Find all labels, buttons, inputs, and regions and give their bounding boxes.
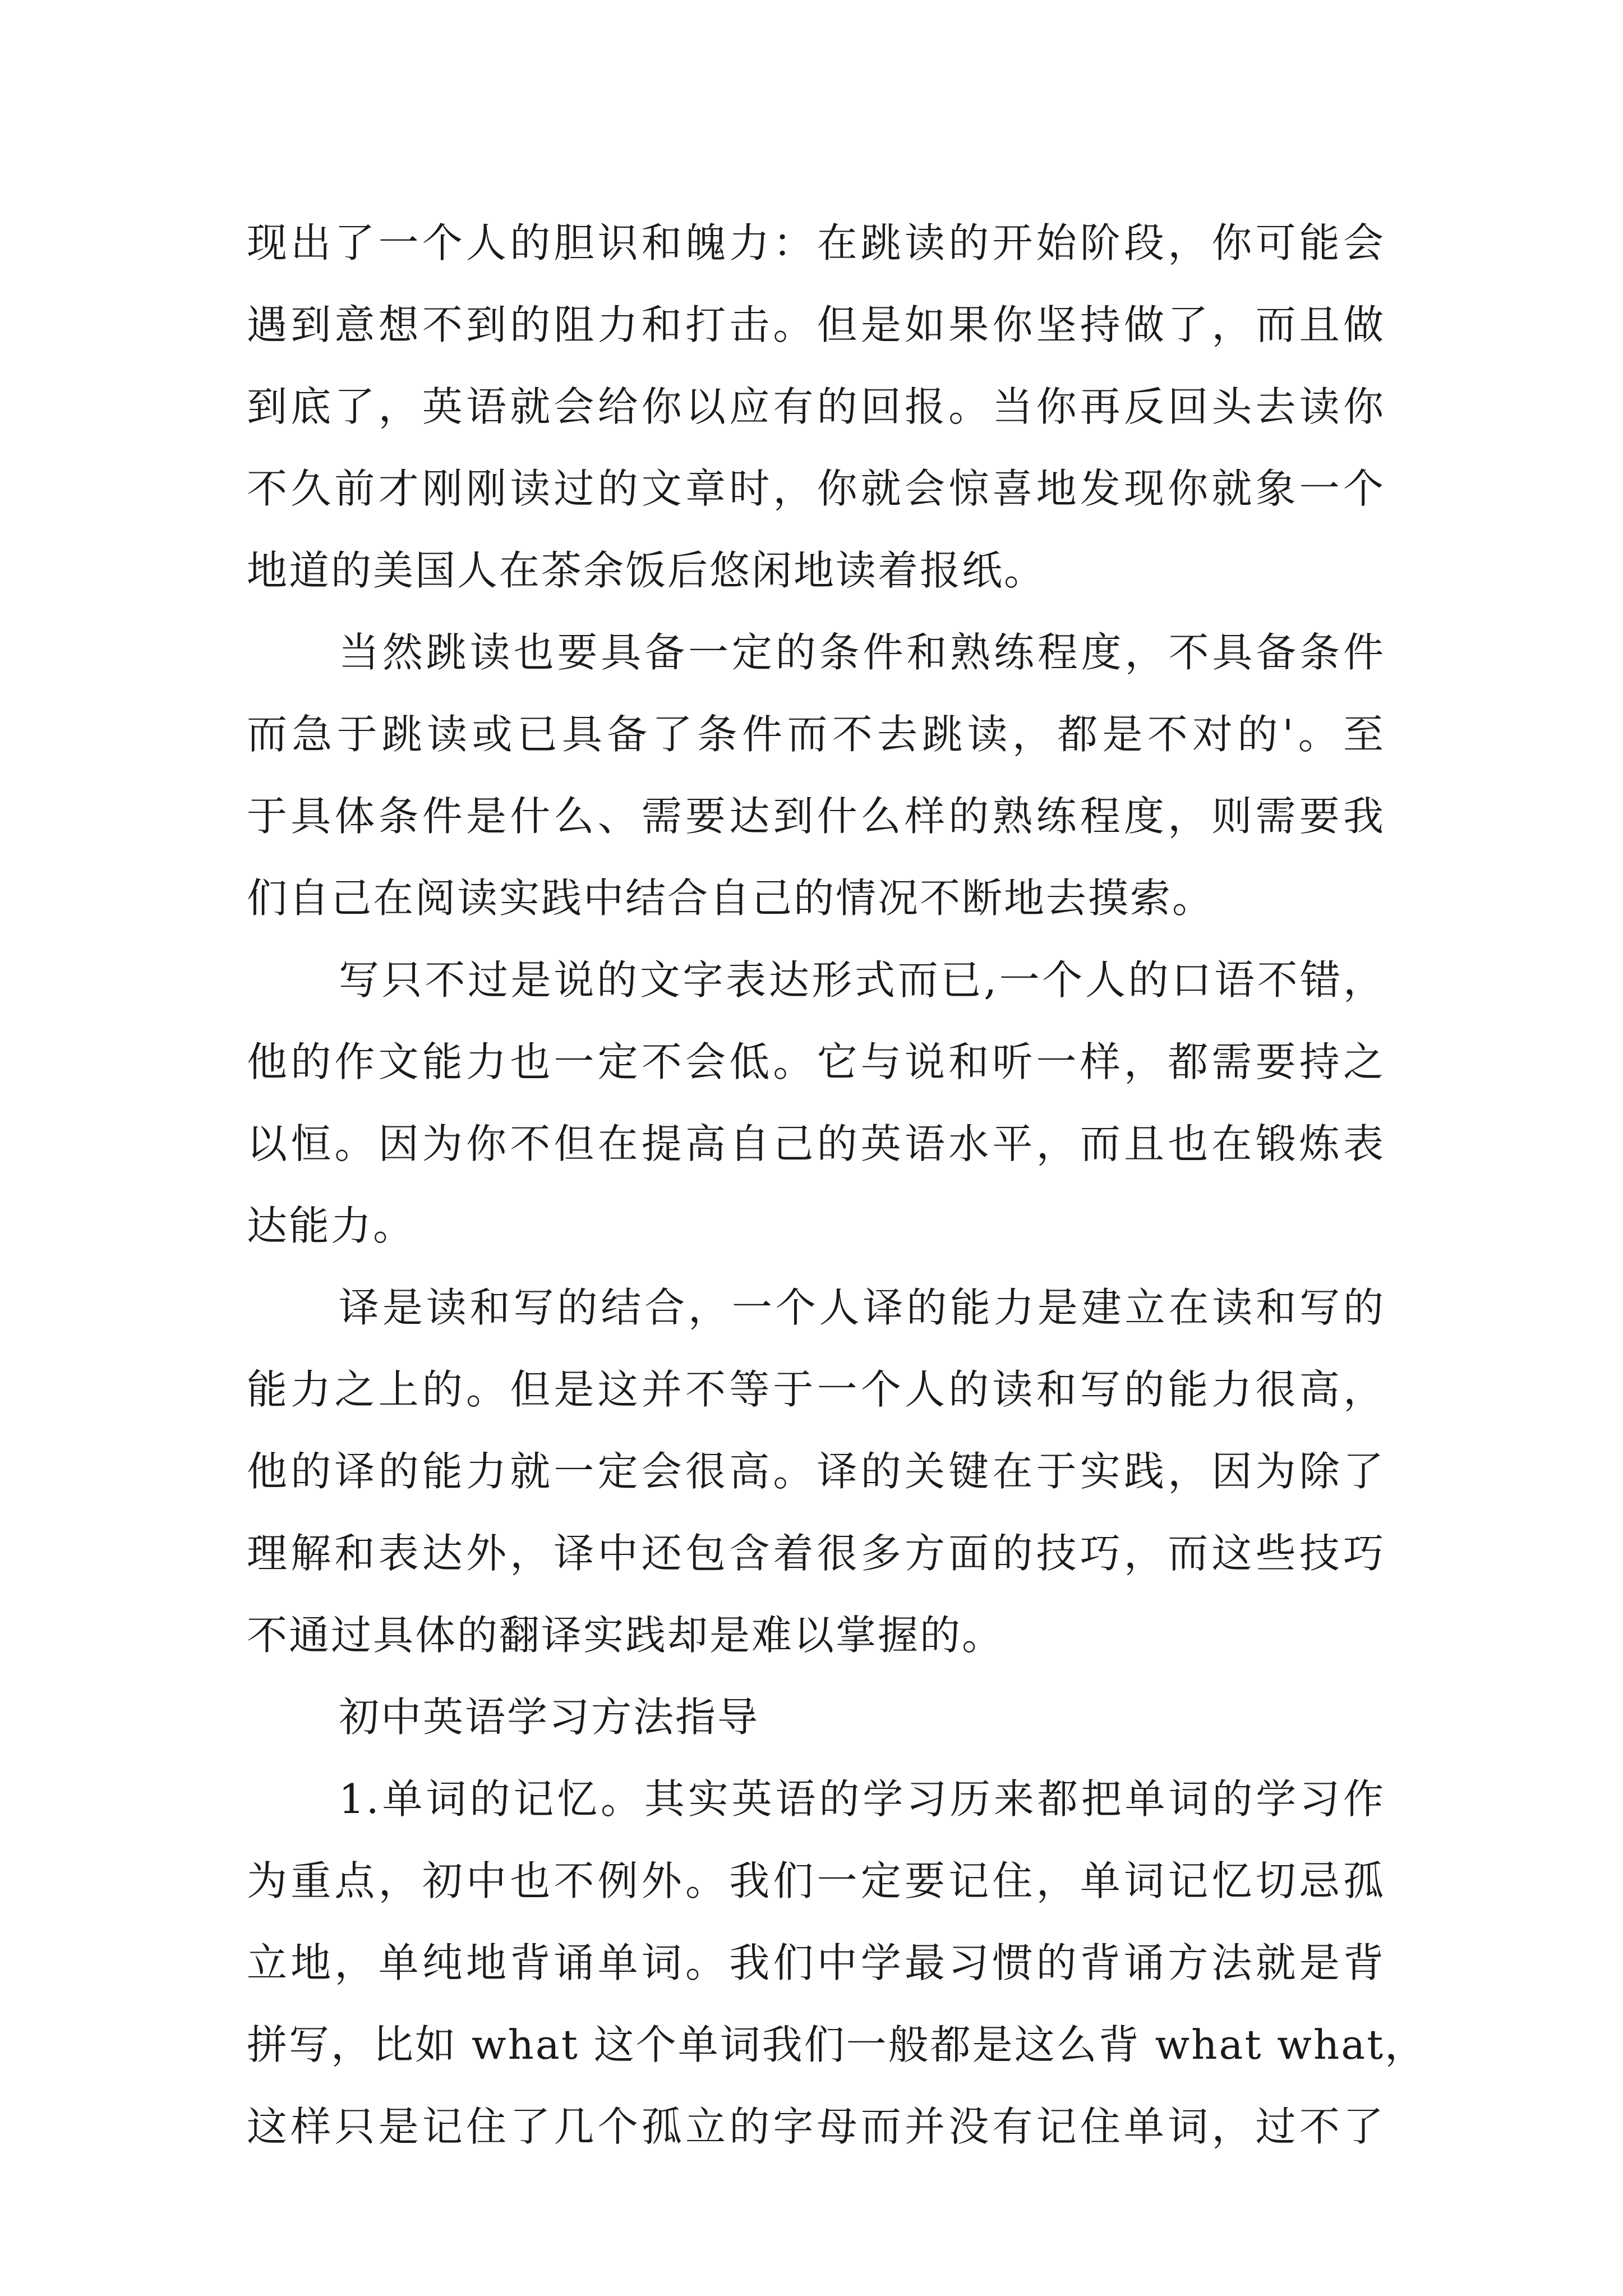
text-line: 达能力。 [247,1202,416,1249]
text-line: 拼写，比如 what 这个单词我们一般都是这么背 what what， [247,2021,1427,2068]
text-line: 这样只是记住了几个孤立的字母而并没有记住单词，过不了 [247,2103,1385,2150]
text-line: 地道的美国人在茶余饭后悠闲地读着报纸。 [247,547,1046,594]
text-line: 立地，单纯地背诵单词。我们中学最习惯的背诵方法就是背 [247,1939,1385,1986]
text-line: 不通过具体的翻译实践却是难以掌握的。 [247,1612,1004,1659]
paragraph-start-line: 当然跳读也要具备一定的条件和熟练程度，不具备条件 [339,629,1385,676]
text-line: 以恒。因为你不但在提高自己的英语水平，而且也在锻炼表 [247,1120,1385,1167]
paragraph-start-line: 译是读和写的结合，一个人译的能力是建立在读和写的 [339,1284,1385,1331]
paragraph-start-line: 写只不过是说的文字表达形式而已,一个人的口语不错， [339,956,1385,1004]
text-line: 为重点，初中也不例外。我们一定要记住，单词记忆切忌孤 [247,1857,1385,1904]
section-heading: 初中英语学习方法指导 [339,1694,760,1741]
text-line: 现出了一个人的胆识和魄力：在跳读的开始阶段，你可能会 [247,219,1385,266]
text-line: 而急于跳读或已具备了条件而不去跳读，都是不对的'。至 [247,711,1385,758]
text-line: 遇到意想不到的阻力和打击。但是如果你坚持做了，而且做 [247,301,1385,348]
text-line: 于具体条件是什么、需要达到什么样的熟练程度，则需要我 [247,793,1385,840]
text-line: 到底了，英语就会给你以应有的回报。当你再反回头去读你 [247,383,1385,430]
text-line: 能力之上的。但是这并不等于一个人的读和写的能力很高， [247,1366,1385,1413]
text-line: 他的译的能力就一定会很高。译的关键在于实践，因为除了 [247,1448,1385,1495]
text-line: 不久前才刚刚读过的文章时，你就会惊喜地发现你就象一个 [247,465,1385,512]
text-line: 他的作文能力也一定不会低。它与说和听一样，都需要持之 [247,1038,1385,1085]
text-line: 们自己在阅读实践中结合自己的情况不断地去摸索。 [247,875,1215,922]
paragraph-start-line: 1.单词的记忆。其实英语的学习历来都把单词的学习作 [339,1775,1385,1823]
text-line: 理解和表达外，译中还包含着很多方面的技巧，而这些技巧 [247,1530,1385,1577]
body-text [247,202,1427,2168]
